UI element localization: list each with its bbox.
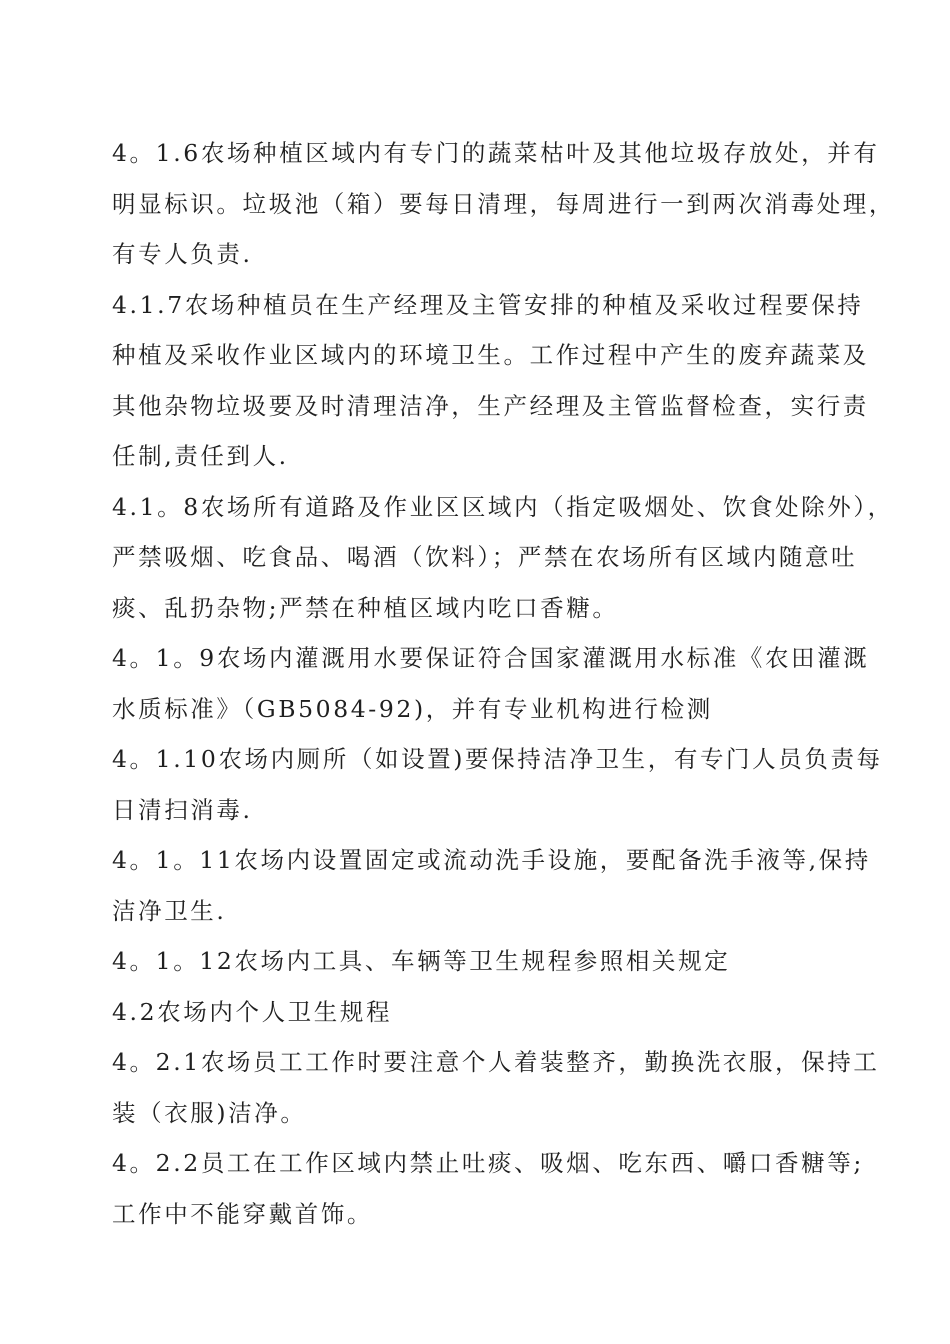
text-line: 其他杂物垃圾要及时清理洁净，生产经理及主管监督检查，实行责 bbox=[112, 391, 869, 420]
text-line: 4。1。9农场内灌溉用水要保证符合国家灌溉用水标准《农田灌溉 bbox=[112, 644, 870, 672]
text-line: 工作中不能穿戴首饰。 bbox=[112, 1199, 373, 1228]
text-line: 4.1.7农场种植员在生产经理及主管安排的种植及采收过程要保持 bbox=[112, 290, 864, 319]
text-line: 洁净卫生. bbox=[112, 896, 227, 925]
text-line: 日清扫消毒. bbox=[112, 795, 253, 824]
text-line: 4。2.1农场员工工作时要注意个人着装整齐，勤换洗衣服，保持工 bbox=[112, 1048, 880, 1076]
text-line: 任制,责任到人. bbox=[112, 442, 289, 470]
text-line: 4。1。12农场内工具、车辆等卫生规程参照相关规定 bbox=[112, 947, 731, 975]
section-heading: 4.2农场内个人卫生规程 bbox=[112, 997, 393, 1026]
text-line: 4。1.6农场种植区域内有专门的蔬菜枯叶及其他垃圾存放处，并有 bbox=[112, 139, 880, 167]
text-line: 4。1。11农场内设置固定或流动洗手设施，要配备洗手液等,保持 bbox=[112, 846, 871, 874]
text-line: 明显标识。垃圾池（箱）要每日清理，每周进行一到两次消毒处理， bbox=[112, 189, 895, 218]
text-line: 有专人负责. bbox=[112, 240, 253, 268]
text-line: 4.1。8农场所有道路及作业区区域内（指定吸烟处、饮食处除外）， bbox=[112, 492, 894, 521]
text-line: 严禁吸烟、吃食品、喝酒（饮料）；严禁在农场所有区域内随意吐 bbox=[112, 543, 858, 571]
text-line: 4。2.2员工在工作区域内禁止吐痰、吸烟、吃东西、嚼口香糖等; bbox=[112, 1149, 864, 1177]
text-line: 4。1.10农场内厕所（如设置)要保持洁净卫生，有专门人员负责每 bbox=[112, 745, 883, 773]
document-body bbox=[112, 128, 895, 1239]
text-line: 种植及采收作业区域内的环境卫生。工作过程中产生的废弃蔬菜及 bbox=[112, 341, 869, 369]
text-line: 痰、乱扔杂物;严禁在种植区域内吃口香糖。 bbox=[112, 593, 619, 622]
text-line: 水质标准》（GB5084-92)，并有专业机构进行检测 bbox=[112, 694, 713, 723]
text-line: 装（衣服)洁净。 bbox=[112, 1098, 307, 1127]
